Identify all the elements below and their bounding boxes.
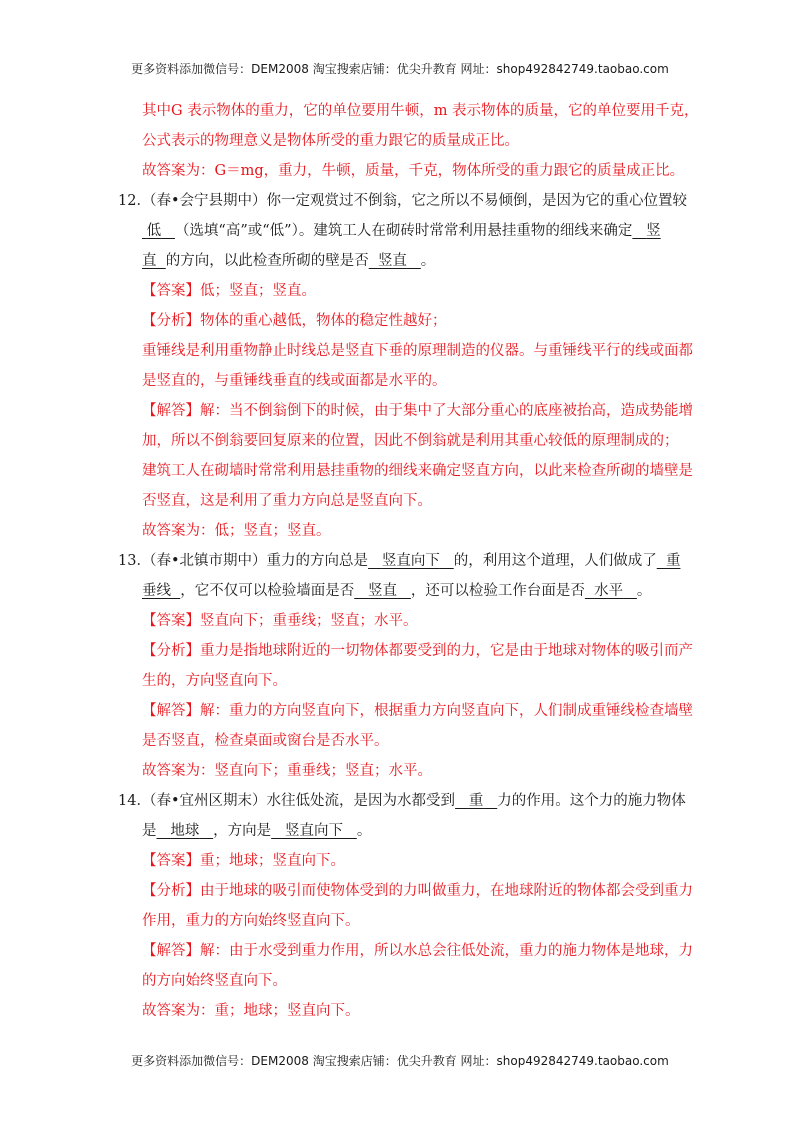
blank-answer: 垂线 [142, 583, 171, 599]
blank-answer: 地球 [170, 823, 200, 839]
question-12 [118, 186, 688, 216]
q13-solution: 【解答】解：重力的方向竖直向下，根据重力方向竖直向下，人们制成重锤线检查墙壁 [142, 703, 693, 719]
q12-final-answer: 故答案为：低；竖直；竖直。 [142, 523, 331, 539]
blank-answer: 重 [468, 793, 484, 809]
q12-solution-3: 建筑工人在砌墙时常常利用悬挂重物的细线来确定竖直方向，以此来检查所砌的墙壁是 [142, 463, 693, 479]
analysis-tag: 【分析】 [142, 313, 200, 329]
blank-answer: 水平 [594, 583, 624, 599]
q14-solution-2: 的方向始终竖直向下。 [142, 973, 287, 989]
q14-line-2: 是 地球 ，方向是 竖直向下 。 [142, 823, 372, 839]
solution-tag: 【解答】 [142, 943, 200, 959]
answer-tag: 【答案】 [142, 283, 200, 299]
q12-solution: 【解答】解：当不倒翁倒下的时候，由于集中了大部分重心的底座被抬高，造成势能增 [142, 403, 693, 419]
blank-answer: 竖直 [377, 253, 407, 269]
question-13: 13． （春•北镇市期中）重力的方向总是 竖直向下 的，利用这个道理，人们做成了 重 [118, 546, 688, 576]
q11-final-answer: 故答案为：G＝mg，重力，牛顿，质量，千克，物体所受的重力跟它的质量成正比。 [142, 163, 685, 179]
blank-answer: 直 [142, 253, 157, 269]
q12-line-3: 直 的方向，以此检查所砌的壁是否 竖直 。 [142, 253, 436, 269]
q13-line-2: 垂线 ，它不仅可以检验墙面是否 竖直 ，还可以检验工作台面是否 水平 。 [142, 583, 652, 599]
q14-solution: 【解答】解：由于水受到重力作用，所以水总会往低处流，重力的施力物体是地球，力 [142, 943, 693, 959]
blank-answer: 重 [665, 553, 681, 569]
q14-final-answer: 故答案为：重；地球；竖直向下。 [142, 1003, 360, 1019]
q12-analysis-3: 是竖直的，与重锤线垂直的线或面都是水平的。 [142, 373, 447, 389]
blank-answer: 竖 [646, 223, 661, 239]
question-number: 13． [118, 553, 151, 569]
q11-line-1: 其中G 表示物体的重力，它的单位要用牛顿，m 表示物体的质量，它的单位要用千克， [142, 103, 699, 119]
blank-answer: 低 [146, 223, 162, 239]
q13-solution-2: 是否竖直，检查桌面或窗台是否水平。 [142, 733, 389, 749]
q12-line-2: 低 （选填“高”或“低”）。建筑工人在砌砖时常常利用悬挂重物的细线来确定 竖 [118, 216, 688, 246]
q12-answer: 【答案】低；竖直；竖直。 [142, 283, 316, 299]
q13-analysis-2: 生的，方向竖直向下。 [142, 673, 287, 689]
blank-answer: 竖直向下 [284, 823, 343, 839]
q12-solution-4: 否竖直，这是利用了重力方向总是竖直向下。 [142, 493, 432, 509]
analysis-tag: 【分析】 [142, 883, 200, 899]
answer-tag: 【答案】 [142, 853, 200, 869]
q14-analysis: 【分析】由于地球的吸引而使物体受到的力叫做重力，在地球附近的物体都会受到重力 [142, 883, 693, 899]
page-footer: 更多资料添加微信号：DEM2008 淘宝搜索店铺：优尖升教育 网址：shop492842749.taobao.com [131, 1054, 669, 1068]
blank-answer: 竖直 [368, 583, 398, 599]
q14-analysis-2: 作用，重力的方向始终竖直向下。 [142, 913, 360, 929]
question-number: 12． [118, 193, 151, 209]
q11-line-2: 公式表示的物理意义是物体所受的重力跟它的质量成正比。 [142, 133, 519, 149]
question-text: （春•会宁县期中）你一定观赏过不倒翁，它之所以不易倾倒，是因为它的重心位置较 [142, 193, 688, 209]
analysis-tag: 【分析】 [142, 643, 200, 659]
page-header: 更多资料添加微信号：DEM2008 淘宝搜索店铺：优尖升教育 网址：shop492842749.taobao.com [131, 62, 669, 76]
solution-tag: 【解答】 [142, 403, 200, 419]
blank-answer: 竖直向下 [381, 553, 440, 569]
solution-tag: 【解答】 [142, 703, 200, 719]
answer-tag: 【答案】 [142, 613, 200, 629]
document-body [118, 96, 699, 1026]
q12-analysis: 【分析】物体的重心越低，物体的稳定性越好； [142, 313, 447, 329]
q14-answer: 【答案】重；地球；竖直向下。 [142, 853, 345, 869]
q13-analysis: 【分析】重力是指地球附近的一切物体都要受到的力，它是由于地球对物体的吸引而产 [142, 643, 693, 659]
question-number: 14． [118, 793, 151, 809]
question-14: 14． （春•宜州区期末）水往低处流，是因为水都受到 重 力的作用。这个力的施力物体 [118, 786, 688, 816]
q12-analysis-2: 重锤线是利用重物静止时线总是竖直下垂的原理制造的仪器。与重锤线平行的线或面都 [142, 343, 693, 359]
q13-answer: 【答案】竖直向下；重垂线；竖直；水平。 [142, 613, 418, 629]
q13-final-answer: 故答案为：竖直向下；重垂线；竖直；水平。 [142, 763, 432, 779]
q12-solution-2: 加，所以不倒翁要回复原来的位置，因此不倒翁就是利用其重心较低的原理制成的； [142, 433, 679, 449]
